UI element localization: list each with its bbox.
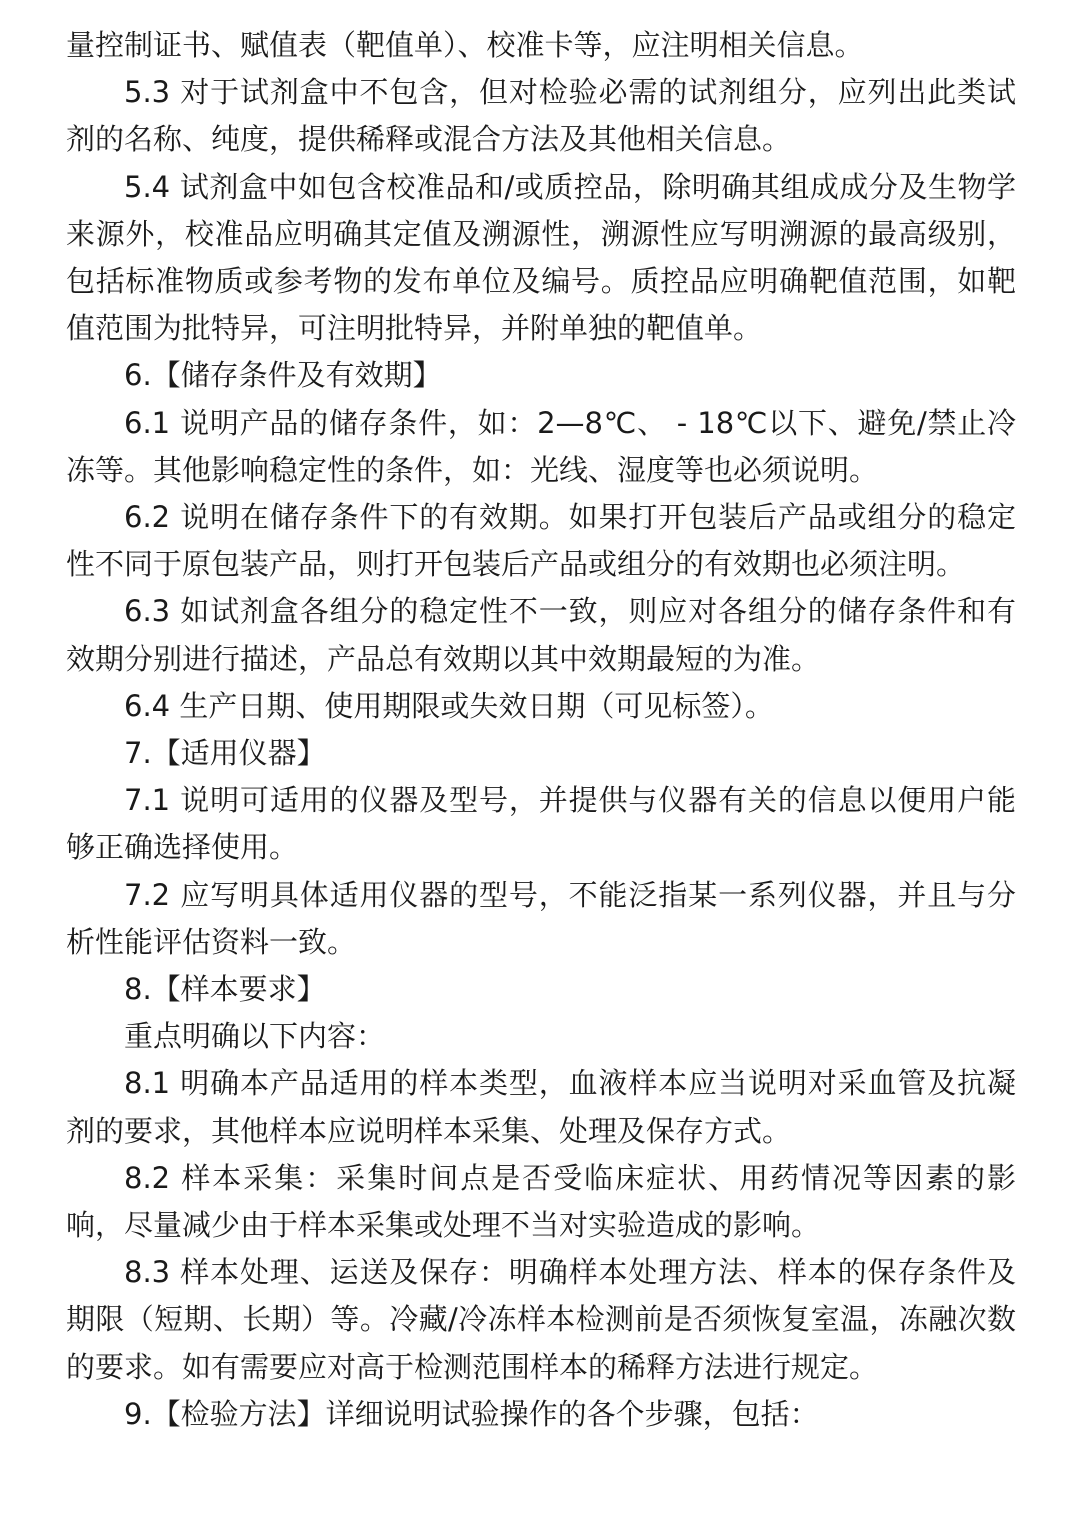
section-heading-6-storage: 6.【储存条件及有效期】: [124, 358, 442, 393]
paragraph-6-3: 6.3 如试剂盒各组分的稳定性不一致，则应对各组分的储存条件和有效期分别进行描述，产品总有效期以其中效期最短的为准。: [66, 594, 1016, 676]
paragraph-8-3: 8.3 样本处理、运送及保存：明确样本处理方法、样本的保存条件及期限（短期、长期）等。冷藏/冷冻样本检测前是否须恢复室温，冻融次数的要求。如有需要应对高于检测范围样本的稀释方法进行规定。: [66, 1255, 1016, 1384]
paragraph-6-4: 6.4 生产日期、使用期限或失效日期（可见标签）。: [124, 688, 774, 723]
paragraph-6-2: 6.2 说明在储存条件下的有效期。如果打开包装后产品或组分的稳定性不同于原包装产品，则打开包装后产品或组分的有效期也必须注明。: [66, 500, 1016, 582]
section-heading-9-methods: 9.【检验方法】详细说明试验操作的各个步骤，包括：: [124, 1396, 819, 1431]
paragraph-5-3: 5.3 对于试剂盒中不包含，但对检验必需的试剂组分，应列出此类试剂的名称、纯度，提供稀释或混合方法及其他相关信息。: [66, 75, 1016, 157]
paragraph-7-2: 7.2 应写明具体适用仪器的型号，不能泛指某一系列仪器，并且与分析性能评估资料一致。: [66, 877, 1016, 959]
paragraph-6-1: 6.1 说明产品的储存条件，如：2—8℃、 - 18℃以下、避免/禁止冷冻等。其他影响稳定性的条件，如：光线、湿度等也必须说明。: [66, 405, 1016, 487]
paragraph-5-4: 5.4 试剂盒中如包含校准品和/或质控品，除明确其组成成分及生物学来源外，校准品应明确其定值及溯源性，溯源性应写明溯源的最高级别，包括标准物质或参考物的发布单位及编号。质控品应明确靶值范围，如靶值范围为批特异，可注明批特异，并附单独的靶值单。: [66, 169, 1016, 346]
paragraph-8-2: 8.2 样本采集：采集时间点是否受临床症状、用药情况等因素的影响，尽量减少由于样本采集或处理不当对实验造成的影响。: [66, 1160, 1016, 1243]
section-heading-8-samples: 8.【样本要求】: [124, 972, 326, 1007]
section-heading-7-instruments: 7.【适用仪器】: [124, 736, 326, 771]
paragraph-continuation: 量控制证书、赋值表（靶值单）、校准卡等，应注明相关信息。: [66, 28, 864, 62]
paragraph-8-1: 8.1 明确本产品适用的样本类型，血液样本应当说明对采血管及抗凝剂的要求，其他样本应说明样本采集、处理及保存方式。: [66, 1066, 1016, 1148]
paragraph-8-intro: 重点明确以下内容：: [124, 1019, 386, 1054]
paragraph-7-1: 7.1 说明可适用的仪器及型号，并提供与仪器有关的信息以便用户能够正确选择使用。: [66, 783, 1016, 865]
